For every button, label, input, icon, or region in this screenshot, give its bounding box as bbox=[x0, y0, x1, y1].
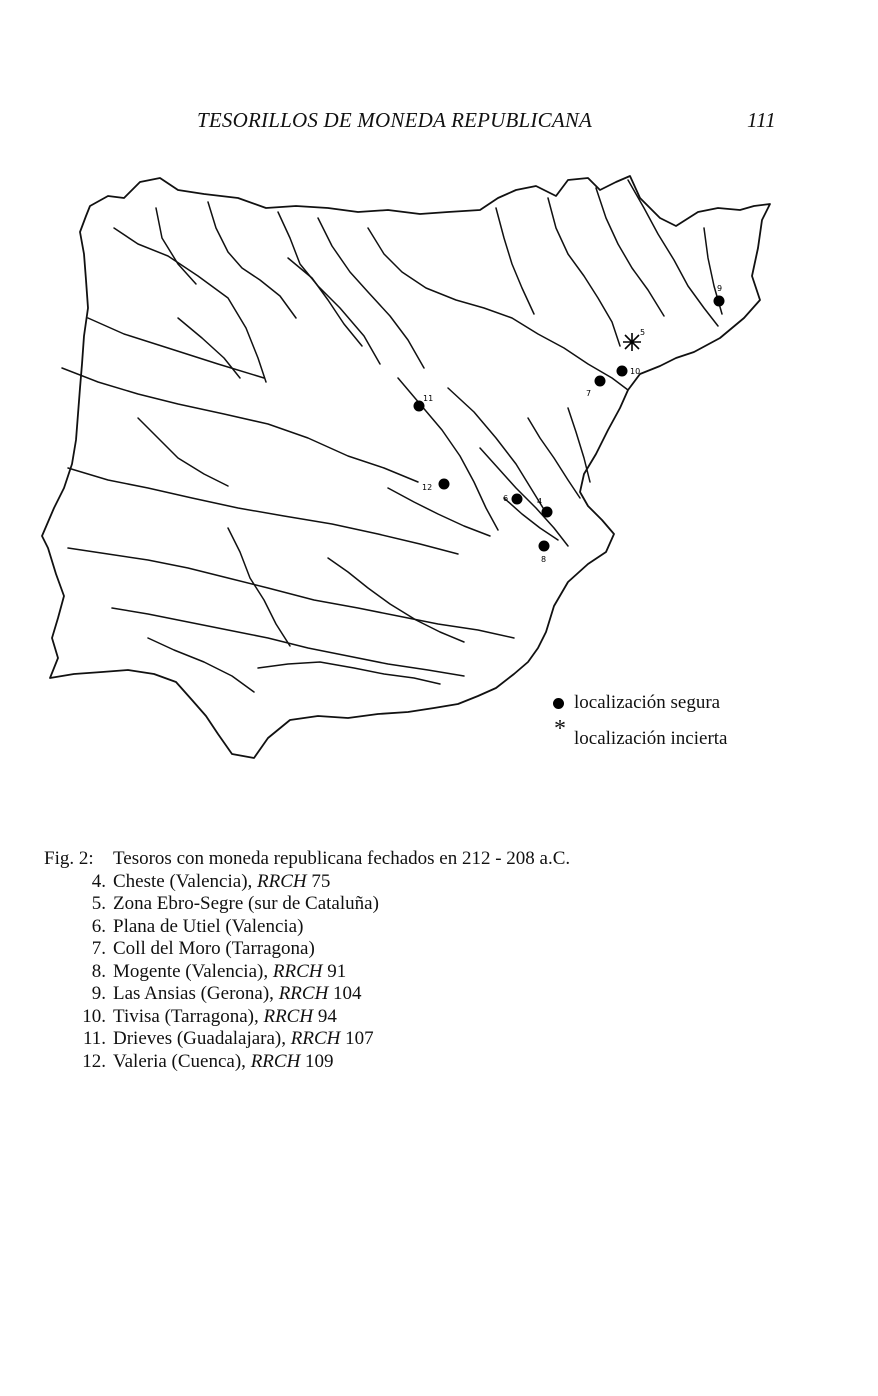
peninsula-coastline bbox=[42, 176, 770, 758]
site-4-dot bbox=[542, 507, 553, 518]
site-12 bbox=[422, 479, 450, 493]
caption-item-number: 4. bbox=[91, 870, 106, 892]
caption-item-number: 11. bbox=[82, 1028, 106, 1049]
running-head bbox=[0, 108, 878, 138]
caption-item-place: Coll del Moro (Tarragona) bbox=[113, 938, 315, 959]
caption-item-number: 8. bbox=[91, 960, 106, 982]
caption-item-number: 12. bbox=[82, 1050, 106, 1072]
caption-item-ref-number: 104 bbox=[328, 983, 362, 1004]
site-7-dot bbox=[595, 376, 606, 387]
caption-item-text bbox=[113, 1028, 374, 1051]
site-12-label: 12 bbox=[422, 483, 433, 492]
river-network bbox=[62, 180, 722, 692]
site-4 bbox=[537, 497, 553, 518]
caption-item-text bbox=[113, 938, 315, 961]
site-11 bbox=[414, 394, 434, 412]
site-5-star bbox=[623, 333, 641, 351]
caption-item-text bbox=[113, 983, 362, 1006]
caption-item-ref-number: 91 bbox=[322, 960, 347, 982]
caption-item-place: Tivisa (Tarragona), bbox=[113, 1005, 264, 1027]
caption-item-place: Zona Ebro-Segre (sur de Cataluña) bbox=[113, 893, 379, 914]
running-title: TESORILLOS DE MONEDA REPUBLICANA bbox=[197, 108, 593, 132]
site-10-label: 10 bbox=[630, 367, 641, 376]
page-number: 111 bbox=[747, 108, 776, 132]
caption-item-ref: RRCH bbox=[278, 983, 329, 1004]
site-9-dot bbox=[714, 296, 725, 307]
caption-item-text bbox=[113, 893, 379, 916]
caption-item-place: Mogente (Valencia), bbox=[113, 960, 273, 982]
caption-item-place: Plana de Utiel (Valencia) bbox=[113, 915, 304, 937]
site-4-label: 4 bbox=[537, 497, 543, 506]
map-svg bbox=[28, 168, 788, 768]
site-5-label: 5 bbox=[640, 328, 646, 337]
site-6 bbox=[503, 494, 523, 505]
caption-item-ref: RRCH bbox=[257, 870, 307, 892]
caption-item-place: Cheste (Valencia), bbox=[113, 870, 258, 892]
caption-item-place: Drieves (Guadalajara), bbox=[113, 1028, 291, 1049]
legend-star-icon: * bbox=[554, 716, 566, 742]
caption-title: Tesoros con moneda republicana fechados en 212 - 208 a.C. bbox=[113, 848, 571, 869]
caption-item-place: Valeria (Cuenca), bbox=[113, 1050, 251, 1072]
caption-item-number: 7. bbox=[91, 938, 106, 959]
site-8 bbox=[539, 541, 550, 565]
caption-item-number: 6. bbox=[91, 915, 106, 937]
caption-item-place: Las Ansias (Gerona), bbox=[113, 983, 279, 1004]
caption-item-text bbox=[113, 961, 346, 984]
caption-item-ref: RRCH bbox=[263, 1005, 314, 1027]
site-6-dot bbox=[512, 494, 523, 505]
caption-item-ref-number: 109 bbox=[300, 1050, 334, 1072]
legend-label-incierta: localización incierta bbox=[574, 728, 728, 749]
caption-item-ref: RRCH bbox=[272, 960, 323, 982]
site-11-label: 11 bbox=[423, 394, 434, 403]
site-8-label: 8 bbox=[541, 555, 547, 564]
site-8-dot bbox=[539, 541, 550, 552]
caption-item-ref-number: 75 bbox=[306, 870, 331, 892]
site-12-dot bbox=[439, 479, 450, 490]
caption-item-text bbox=[113, 1006, 337, 1029]
site-9-label: 9 bbox=[717, 284, 723, 293]
caption-item-number: 10. bbox=[82, 1005, 106, 1027]
caption-item-text bbox=[113, 871, 330, 894]
caption-item-ref-number: 107 bbox=[340, 1028, 374, 1049]
caption-fig-label: Fig. 2: bbox=[44, 848, 94, 869]
caption-item-number: 5. bbox=[91, 893, 106, 914]
iberia-map bbox=[28, 168, 788, 768]
caption-item-ref: RRCH bbox=[250, 1050, 301, 1072]
site-10-dot bbox=[617, 366, 628, 377]
caption-item-text bbox=[113, 916, 303, 939]
site-7-label: 7 bbox=[586, 389, 592, 398]
legend-dot-icon bbox=[553, 698, 564, 709]
site-6-label: 6 bbox=[503, 494, 509, 503]
caption-item-ref-number: 94 bbox=[313, 1005, 337, 1027]
site-10 bbox=[617, 366, 641, 377]
caption-item-ref: RRCH bbox=[290, 1028, 341, 1049]
site-5 bbox=[623, 328, 645, 351]
caption-item-text bbox=[113, 1051, 334, 1074]
site-7 bbox=[586, 376, 606, 399]
caption-item-number: 9. bbox=[91, 983, 106, 1004]
legend-label-segura: localización segura bbox=[574, 692, 721, 713]
